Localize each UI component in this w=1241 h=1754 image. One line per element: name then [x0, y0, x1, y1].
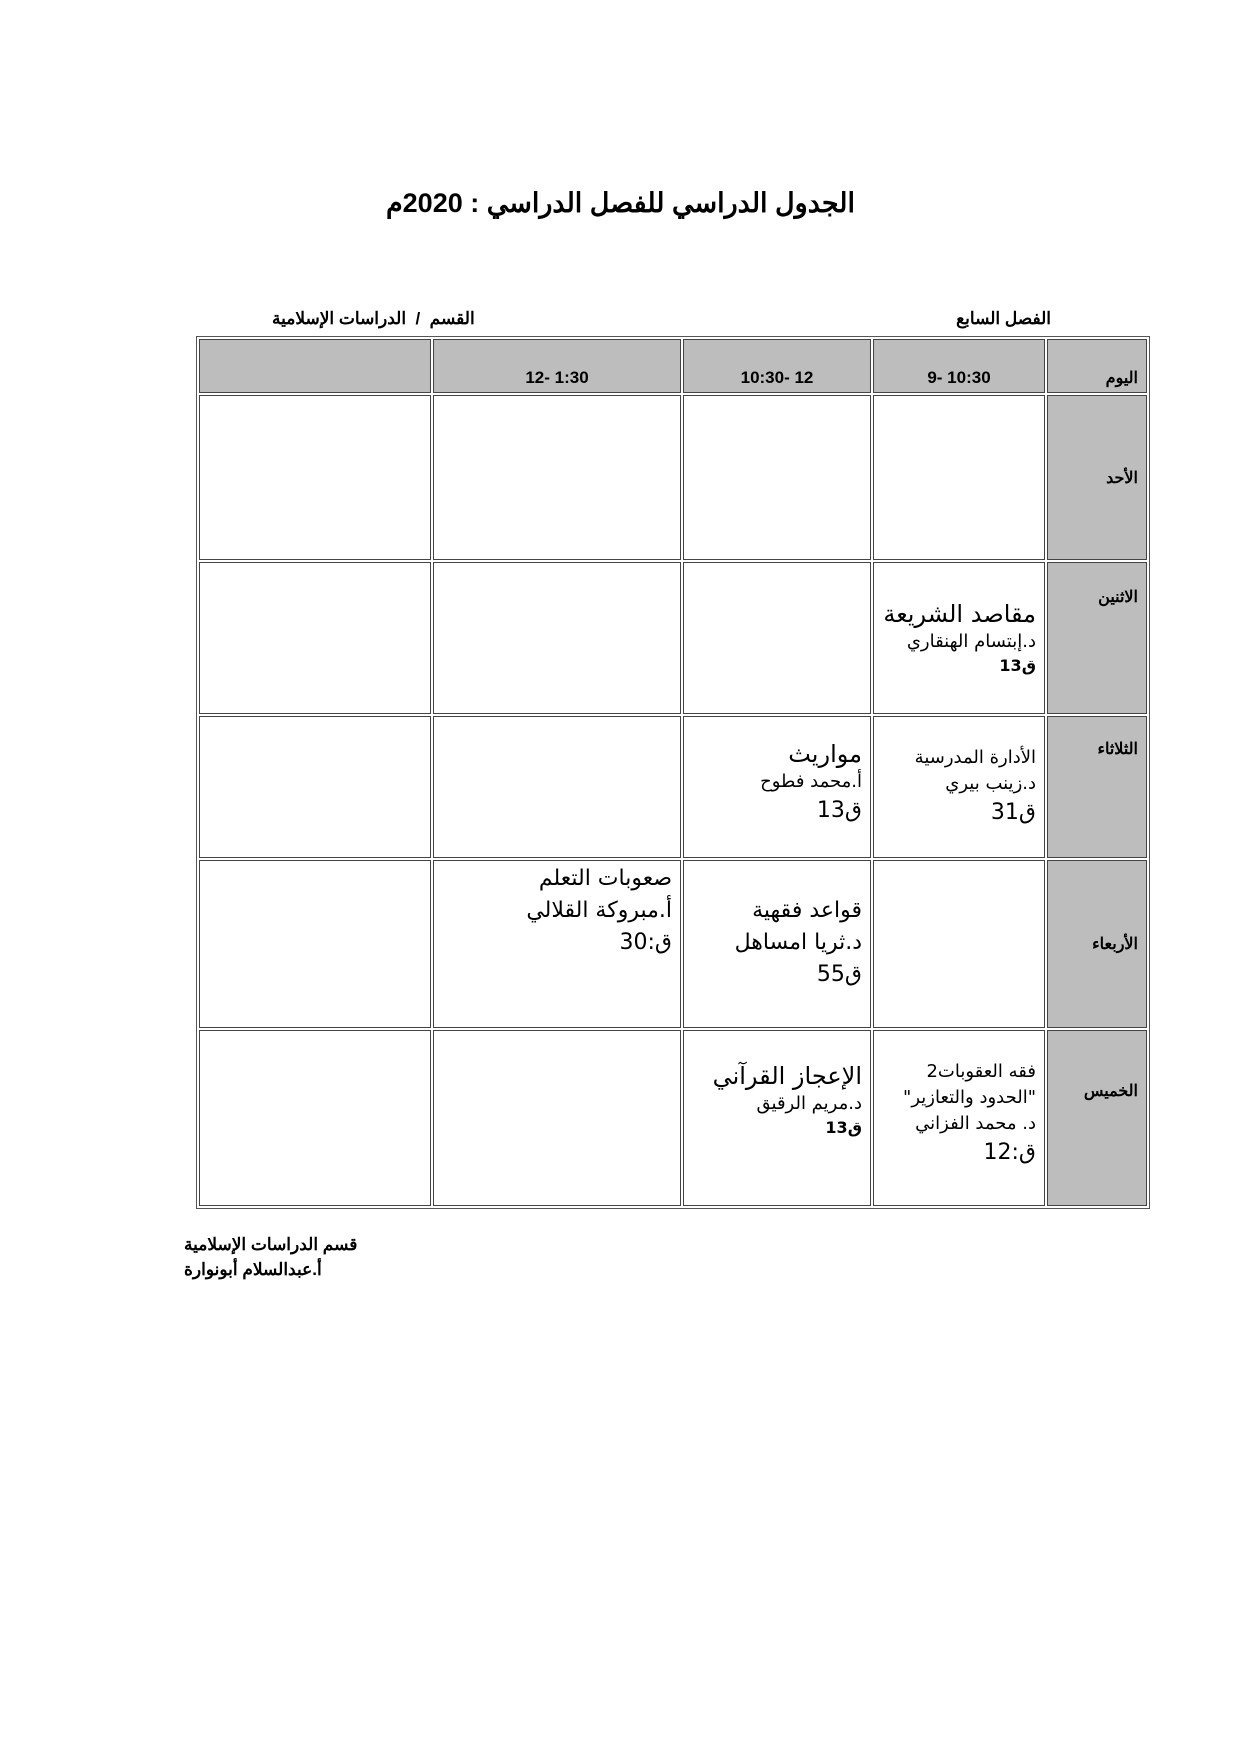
- cell-mon-slot2: [683, 562, 871, 714]
- course-name: فقه العقوبات2: [926, 1061, 1036, 1082]
- day-thursday: الخميس: [1047, 1030, 1147, 1206]
- teacher-name: أ.مبروكة القلالي: [526, 898, 672, 923]
- cell-sun-slot1: [873, 395, 1045, 560]
- day-sunday: الأحد: [1047, 395, 1147, 560]
- room-number: ق55: [816, 962, 862, 987]
- header-slot2: 10:30- 12: [683, 339, 871, 393]
- teacher-name: د.زينب بيري: [945, 773, 1036, 794]
- day-wednesday: الأربعاء: [1047, 860, 1147, 1028]
- footer-department: قسم الدراسات الإسلامية: [184, 1235, 358, 1254]
- row-tuesday: [199, 716, 1147, 858]
- day-monday: الاثنين: [1047, 562, 1147, 714]
- cell-thu-slot1: [873, 1030, 1045, 1206]
- room-number: ق:12: [983, 1140, 1036, 1165]
- teacher-name: د.إبتسام الهنقاري: [906, 631, 1036, 652]
- header-row: [199, 339, 1147, 393]
- cell-mon-slot4: [199, 562, 431, 714]
- semester-label: الفصل السابع: [956, 309, 1051, 328]
- teacher-name: د.مريم الرقيق: [756, 1093, 862, 1114]
- cell-thu-slot2: [683, 1030, 871, 1206]
- cell-sun-slot2: [683, 395, 871, 560]
- teacher-name: د. محمد الفزاني: [915, 1113, 1036, 1134]
- cell-wed-slot1: [873, 860, 1045, 1028]
- room-number: ق13: [825, 1118, 862, 1137]
- cell-mon-slot3: [433, 562, 681, 714]
- cell-wed-slot3: [433, 860, 681, 1028]
- room-number: ق13: [816, 798, 862, 823]
- day-tuesday: الثلاثاء: [1047, 716, 1147, 858]
- footer-signer: أ.عبدالسلام أبونوارة: [184, 1260, 322, 1279]
- cell-tue-slot3: [433, 716, 681, 858]
- course-name: مواريث: [788, 740, 862, 768]
- header-day: اليوم: [1047, 339, 1147, 393]
- teacher-name: د.ثريا امساهل: [734, 930, 862, 955]
- header-slot3: 12- 1:30: [433, 339, 681, 393]
- row-monday: [199, 562, 1147, 714]
- footer: [184, 1232, 384, 1282]
- page-title: الجدول الدراسي للفصل الدراسي : 2020م: [385, 188, 856, 218]
- row-sunday: [199, 395, 1147, 560]
- teacher-name: أ.محمد فطوح: [760, 771, 862, 792]
- department-label: القسم / الدراسات الإسلامية: [272, 309, 475, 328]
- cell-sun-slot4: [199, 395, 431, 560]
- header-slot1: 9- 10:30: [873, 339, 1045, 393]
- cell-tue-slot2: [683, 716, 871, 858]
- cell-tue-slot4: [199, 716, 431, 858]
- course-name: قواعد فقهية: [752, 898, 862, 923]
- cell-sun-slot3: [433, 395, 681, 560]
- course-name: مقاصد الشريعة: [883, 600, 1036, 628]
- schedule-table: [196, 336, 1150, 1209]
- cell-thu-slot4: [199, 1030, 431, 1206]
- room-number: ق13: [999, 656, 1036, 675]
- room-number: ق31: [990, 800, 1036, 825]
- course-subtitle: "الحدود والتعازير": [903, 1087, 1036, 1108]
- row-thursday: [199, 1030, 1147, 1206]
- course-name: صعوبات التعلم: [538, 866, 672, 891]
- cell-wed-slot2: [683, 860, 871, 1028]
- cell-tue-slot1: [873, 716, 1045, 858]
- cell-mon-slot1: [873, 562, 1045, 714]
- cell-wed-slot4: [199, 860, 431, 1028]
- header-slot4: [199, 339, 431, 393]
- course-name: الإعجاز القرآني: [712, 1062, 862, 1090]
- course-name: الأدارة المدرسية: [914, 747, 1036, 768]
- room-number: ق:30: [619, 930, 672, 955]
- row-wednesday: [199, 860, 1147, 1028]
- cell-thu-slot3: [433, 1030, 681, 1206]
